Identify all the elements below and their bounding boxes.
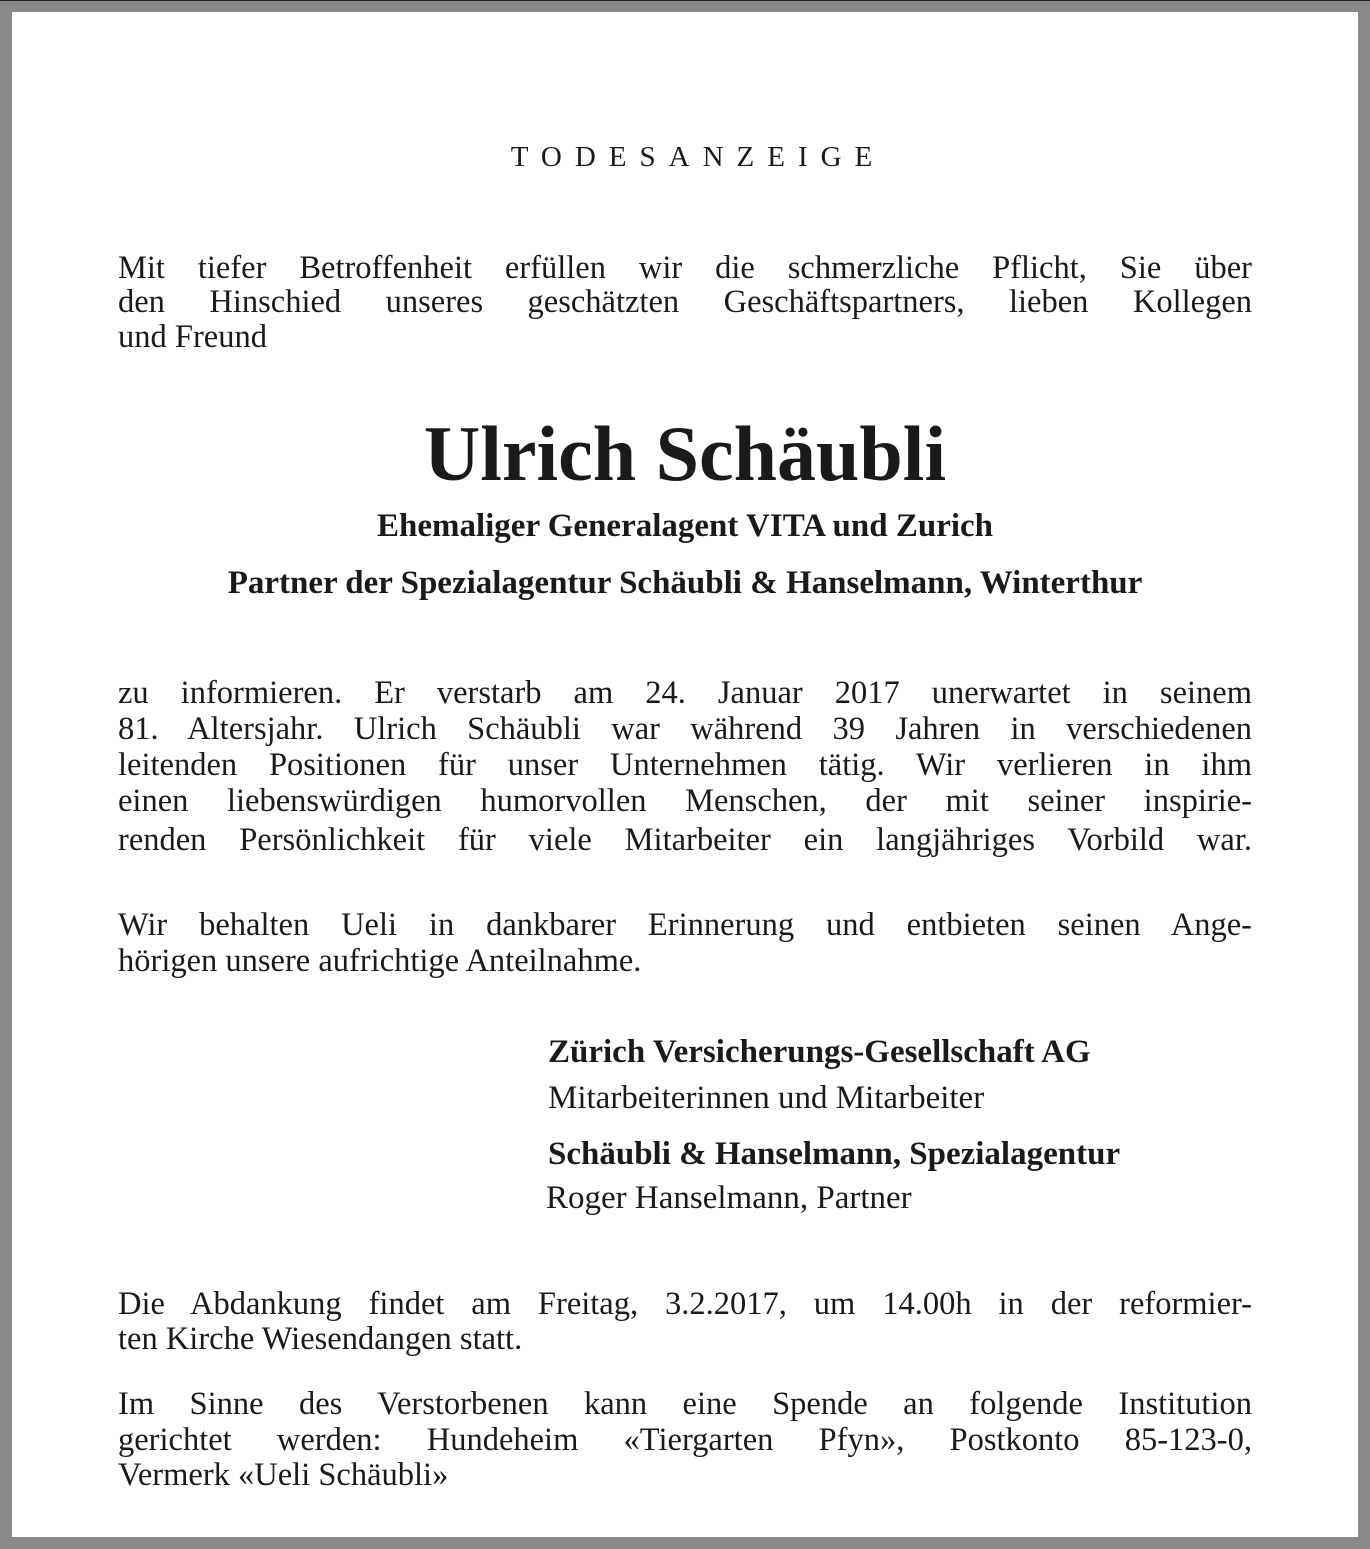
condolence-line: Wir behalten Ueli in dankbarer Erinnerung und entbieten seinen Ange- (118, 907, 1252, 943)
intro-line: Mit tiefer Betroffenheit erfüllen wir die schmerzliche Pflicht, Sie über (118, 250, 1252, 286)
notice-heading: TODESANZEIGE (510, 141, 886, 173)
intro-line: den Hinschied unseres geschätzten Geschäftspartners, lieben Kollegen (118, 284, 1252, 320)
condolence-line: hörigen unsere aufrichtige Anteilnahme. (118, 943, 642, 979)
donation-line: Vermerk «Ueli Schäubli» (118, 1457, 449, 1493)
funeral-line: Die Abdankung findet am Freitag, 3.2.2017, um 14.00h in der reformier- (118, 1286, 1252, 1322)
donation-line: Im Sinne des Verstorbenen kann eine Spende an folgende Institution (118, 1386, 1252, 1422)
intro-line: und Freund (118, 319, 267, 355)
body-line: leitenden Positionen für unser Unternehmen tätig. Wir verlieren in ihm (118, 747, 1252, 783)
donation-line: gerichtet werden: Hundeheim «Tiergarten Pfyn», Postkonto 85-123-0, (118, 1422, 1252, 1458)
body-line: einen liebenswürdigen humorvollen Menschen, der mit seiner inspirie- (118, 783, 1252, 819)
body-line: 81. Altersjahr. Ulrich Schäubli war während 39 Jahren in verschiedenen (118, 711, 1252, 747)
top-edge (0, 0, 1370, 1)
body-line: zu informieren. Er verstarb am 24. Januar 2017 unerwartet in seinem (118, 675, 1252, 711)
deceased-name: Ulrich Schäubli (423, 410, 947, 497)
body-line: renden Persönlichkeit für viele Mitarbeiter ein langjähriges Vorbild war. (118, 822, 1252, 858)
signature-org: Schäubli & Hanselmann, Spezialagentur (548, 1136, 1121, 1172)
signature-people: Mitarbeiterinnen und Mitarbeiter (548, 1080, 985, 1116)
subtitle: Ehemaliger Generalagent VITA und Zurich (376, 508, 994, 544)
funeral-line: ten Kirche Wiesendangen statt. (118, 1321, 523, 1357)
signature-org: Zürich Versicherungs-Gesellschaft AG (548, 1034, 1091, 1070)
subtitle: Partner der Spezialagentur Schäubli & Hanselmann, Winterthur (227, 565, 1143, 601)
signature-people: Roger Hanselmann, Partner (546, 1180, 912, 1216)
